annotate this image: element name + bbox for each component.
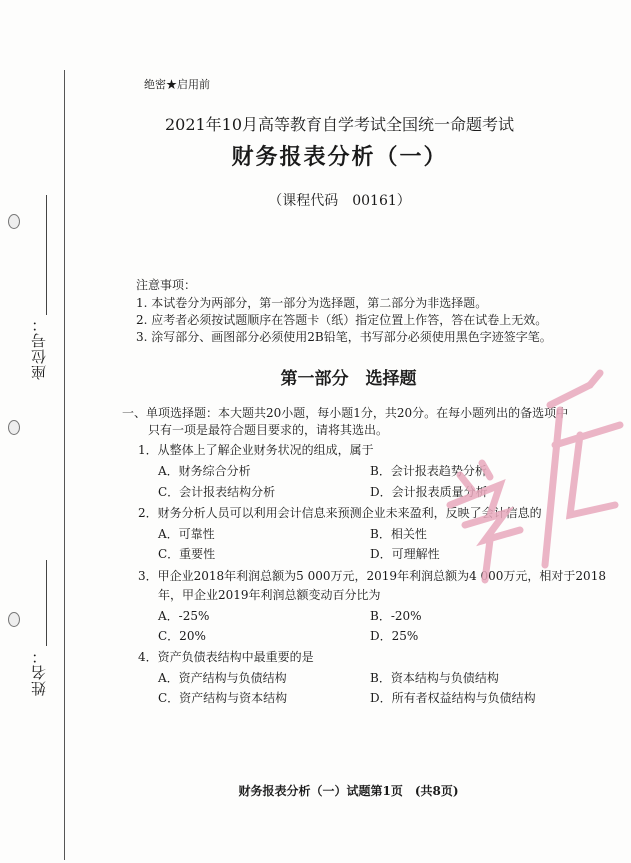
subject-title: 财务报表分析（一） (231, 144, 448, 170)
option: C．资产结构与资本结构 (158, 691, 288, 705)
seat-number-blank (46, 195, 47, 315)
option: A．-25% (158, 609, 210, 623)
option: A．资产结构与负债结构 (158, 671, 287, 685)
course-code: （课程代码 00161） (268, 193, 411, 209)
option: D．可理解性 (370, 547, 440, 561)
question-stem: 1．从整体上了解企业财务状况的组成，属于 (138, 443, 374, 457)
option: B．相关性 (370, 527, 427, 541)
question-stem: 4．资产负债表结构中最重要的是 (138, 650, 314, 664)
seat-number-label: 座位号： (30, 316, 48, 380)
notes-title: 注意事项： (136, 278, 197, 292)
watermark-logo (430, 365, 630, 595)
name-label: 姓名： (30, 648, 48, 696)
option: B．-20% (370, 609, 422, 623)
page-footer: 财务报表分析（一）试题第1页 (共8页) (238, 784, 459, 798)
option: D．会计报表质量分析 (370, 485, 488, 499)
option: B．会计报表趋势分析 (370, 464, 487, 478)
part-title: 第一部分 选择题 (280, 369, 417, 389)
option: D．25% (370, 629, 419, 643)
binding-hole (8, 214, 20, 229)
option: B．资本结构与负债结构 (370, 671, 499, 685)
option: A．可靠性 (158, 527, 215, 541)
note-item: 1. 本试卷分为两部分，第一部分为选择题，第二部分为非选择题。 (136, 296, 488, 310)
section-instruction: 一、单项选择题：本大题共20小题，每小题1分，共20分。在每小题列出的备选项中 (122, 406, 569, 420)
option: C．重要性 (158, 547, 216, 561)
binding-hole (8, 420, 20, 435)
note-item: 2. 应考者必须按试题顺序在答题卡（纸）指定位置上作答，答在试卷上无效。 (136, 313, 548, 327)
name-blank (46, 560, 47, 646)
question-stem-continued: 年，甲企业2019年利润总额变动百分比为 (158, 588, 381, 602)
option: C．会计报表结构分析 (158, 485, 276, 499)
question-stem: 3．甲企业2018年利润总额为5 000万元，2019年利润总额为4 000万元，相对于2018 (138, 569, 606, 583)
binding-hole (8, 612, 20, 627)
secret-label: 绝密★启用前 (144, 78, 210, 91)
exam-title: 2021年10月高等教育自学考试全国统一命题考试 (164, 115, 515, 134)
section-instruction: 只有一项是最符合题目要求的，请将其选出。 (148, 423, 389, 437)
option: C．20% (158, 629, 206, 643)
question-stem: 2．财务分析人员可以利用会计信息来预测企业未来盈利，反映了会计信息的 (138, 506, 542, 520)
note-item: 3. 涂写部分、画图部分必须使用2B铅笔，书写部分必须使用黑色字迹签字笔。 (136, 330, 552, 344)
option: A．财务综合分析 (158, 464, 251, 478)
option: D．所有者权益结构与负债结构 (370, 691, 536, 705)
binding-line (64, 70, 65, 860)
